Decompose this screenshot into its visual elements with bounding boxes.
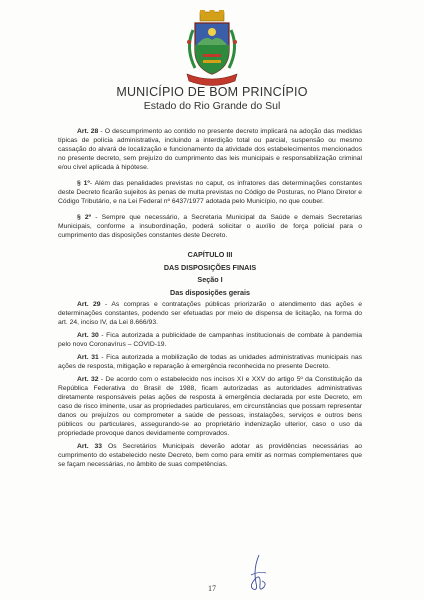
section-number: Seção I [197,275,223,284]
paragraph-text: - Além das penalidades previstas no caput, os infratores das determinações constantes deste Decreto ficarão sujeitos às penas de multa previstas no Código de Posturas, no Plano Diretor e Código Tributário, e na Lei Federal nº 6437/1977 adotada pelo Município, no que couber. [58,180,362,205]
article-30 [58,331,362,349]
article-label: Art. 31 [77,354,99,361]
article-text: - Fica autorizada a mobilização de todas as unidades administrativas municipais nas ações de resposta, mitigação e reparação à emergência reconhecida no presente Decreto. [58,354,362,370]
article-28 [58,127,362,172]
municipality-name: MUNICÍPIO DE BOM PRINCÍPIO [116,85,308,99]
article-label: Art. 28 [77,128,99,135]
article-label: Art. 29 [77,301,101,308]
paragraph-label: § 2º [77,214,92,221]
section-title: Das disposições gerais [170,287,250,297]
article-label: Art. 30 [77,332,99,339]
article-31 [58,353,362,371]
article-32 [58,375,362,438]
chapter-title: DAS DISPOSIÇÕES FINAIS [163,262,257,272]
article-label: Art. 33 [77,443,103,450]
article-text: - O descumprimento ao contido no presente decreto implicará na adoção das medidas típicas de polícia administrativa, incluindo a interdição total ou parcial, suspensão ou mesmo cassação do alvará de localização e funcionamento da atividade dos estabelecimentos mencionados no presente decreto, sem prejuízo do cumprimento das leis municipais e responsabilização criminal e/ou cível aplicada à hipótese. [58,128,362,171]
article-33 [58,442,362,469]
chapter-number: CAPÍTULO III [187,250,233,259]
paragraph-label: § 1º [77,180,90,187]
article-text: - As compras e contratações públicas priorizarão o atendimento das ações e determinações constantes, podendo ser efetuadas por meio de dispensa de licitação, na forma do art. 24, inciso IV, da Lei 8.666/93. [58,301,363,326]
page-number: 17 [208,584,216,593]
article-28-paragraph-2 [58,213,362,240]
article-28-paragraph-1 [58,179,362,206]
article-text: Os Secretários Municipais deverão adotar as providências necessárias ao cumprimento do estabelecido neste Decreto, bem como para emitir as normas complementares que se façam necessárias, no âmbito de suas competências. [58,443,362,468]
article-29 [58,300,362,327]
municipal-coat-of-arms [183,10,241,92]
handwritten-signature [247,553,269,593]
document-body [58,127,362,473]
article-text: - De acordo com o estabelecido nos incisos XI e XXV do artigo 5º da Constituição da República Federativa do Brasil de 1988, ficam autorizadas as autoridades administrativas diretamente responsáveis pelas ações de resposta à emergência declarada por este Decreto, em caso de risco iminente, usar as propriedades particulares, em circunstâncias que possam representar danos ou prejuízos ou comprometer a saúde de pessoas, instalações, serviços e outros bens públicos ou particulares, assegurando-se ao proprietário indenização ulterior, caso o uso da propriedade provoque danos devidamente comprovados. [58,376,362,437]
paragraph-text: - Sempre que necessário, a Secretaria Municipal da Saúde e demais Secretarias Municipais, conforme a insubordinação, poderá solicitar o auxílio de força policial para o cumprimento das disposições constantes deste Decreto. [58,214,362,239]
article-label: Art. 32 [77,376,99,383]
article-text: - Fica autorizada a publicidade de campanhas institucionais de combate à pandemia pelo novo Coronavírus – COVID-19. [58,332,362,348]
state-name: Estado do Rio Grande do Sul [143,100,281,112]
